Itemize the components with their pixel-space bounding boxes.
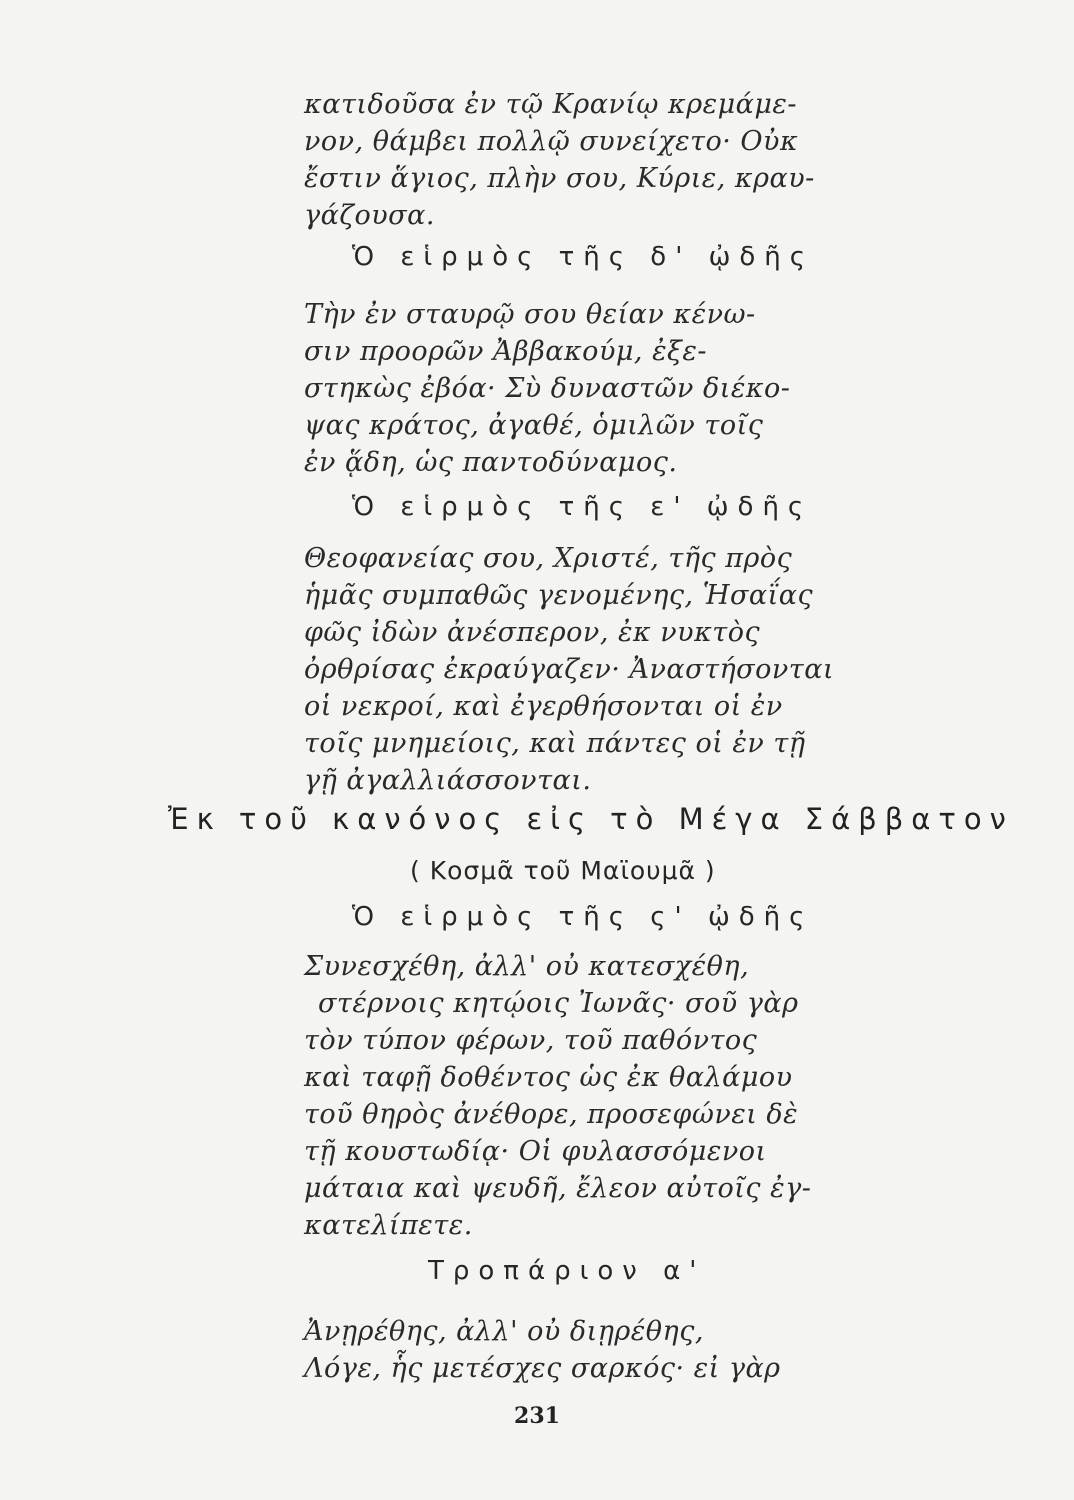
- text-line: Λόγε, ἧς μετέσχες σαρκός· εἰ γὰρ: [304, 1353, 781, 1384]
- text-line: στέρνοις κητῴοις Ἰωνᾶς· σοῦ γὰρ: [318, 988, 799, 1019]
- text-line: γῇ ἀγαλλιάσσονται.: [304, 765, 592, 796]
- heading-ode-4: Ὁ εἱρμὸς τῆς δ' ᾠδῆς: [352, 242, 815, 272]
- text-line: σιν προορῶν Ἀββακούμ, ἐξε-: [304, 336, 708, 367]
- text-line: κατελίπετε.: [304, 1210, 473, 1241]
- text-block-5: [304, 1313, 804, 1387]
- text-block-1: [304, 86, 815, 234]
- text-line: οἱ νεκροί, καὶ ἐγερθήσονται οἱ ἐν: [304, 691, 783, 722]
- text-line: Συνεσχέθη, ἀλλ' οὐ κατεσχέθη,: [304, 951, 750, 982]
- text-line: ἔστιν ἅγιος, πλὴν σου, Κύριε, κραυ-: [304, 163, 815, 194]
- page-number: 231: [514, 1403, 560, 1429]
- text-line: τοῖς μνημείοις, καὶ πάντες οἱ ἐν τῇ: [304, 728, 806, 759]
- text-line: Θεοφανείας σου, Χριστέ, τῆς πρὸς: [304, 543, 793, 574]
- text-line: ἐν ᾅδη, ὡς παντοδύναμος.: [304, 447, 678, 478]
- text-line: Τὴν ἐν σταυρῷ σου θείαν κένω-: [304, 299, 756, 330]
- text-block-4: [304, 948, 812, 1244]
- text-line: στηκὼς ἐβόα· Σὺ δυναστῶν διέκο-: [304, 373, 791, 404]
- text-line: κατιδοῦσα ἐν τῷ Κρανίῳ κρεμάμε-: [304, 89, 798, 120]
- heading-ode-6: Ὁ εἱρμὸς τῆς ς' ᾠδῆς: [352, 902, 814, 932]
- text-line: γάζουσα.: [304, 200, 435, 231]
- text-block-3: [304, 540, 835, 799]
- text-line: Ἀνῃρέθης, ἀλλ' οὐ διῃρέθης,: [304, 1316, 704, 1347]
- section-subtitle: ( Κοσμᾶ τοῦ Μαϊουμᾶ ): [410, 856, 716, 885]
- text-line: φῶς ἰδὼν ἀνέσπερον, ἐκ νυκτὸς: [304, 617, 761, 648]
- section-title: Ἐκ τοῦ κανόνος εἰς τὸ Μέγα Σάββατον: [168, 802, 1014, 836]
- text-line: νον, θάμβει πολλῷ συνείχετο· Οὐκ: [304, 126, 799, 157]
- text-line: καὶ ταφῇ δοθέντος ὡς ἐκ θαλάμου: [304, 1062, 793, 1093]
- text-line: μάταια καὶ ψευδῆ, ἔλεον αὐτοῖς ἐγ-: [304, 1173, 812, 1204]
- text-line: ψας κράτος, ἀγαθέ, ὁμιλῶν τοῖς: [304, 410, 764, 441]
- text-line: τοῦ θηρὸς ἀνέθορε, προσεφώνει δὲ: [304, 1099, 799, 1130]
- heading-ode-5: Ὁ εἱρμὸς τῆς ε' ᾠδῆς: [352, 492, 813, 522]
- text-line: ὀρθρίσας ἐκραύγαζεν· Ἀναστήσονται: [304, 654, 835, 685]
- text-block-2: [304, 296, 804, 481]
- text-line: τὸν τύπον φέρων, τοῦ παθόντος: [304, 1025, 758, 1056]
- text-line: ἡμᾶς συμπαθῶς γενομένης, Ἡσαΐας: [304, 580, 814, 611]
- heading-troparion: Τροπάριον α': [428, 1256, 706, 1286]
- text-line: τῇ κουστωδίᾳ· Οἱ φυλασσόμενοι: [304, 1136, 767, 1167]
